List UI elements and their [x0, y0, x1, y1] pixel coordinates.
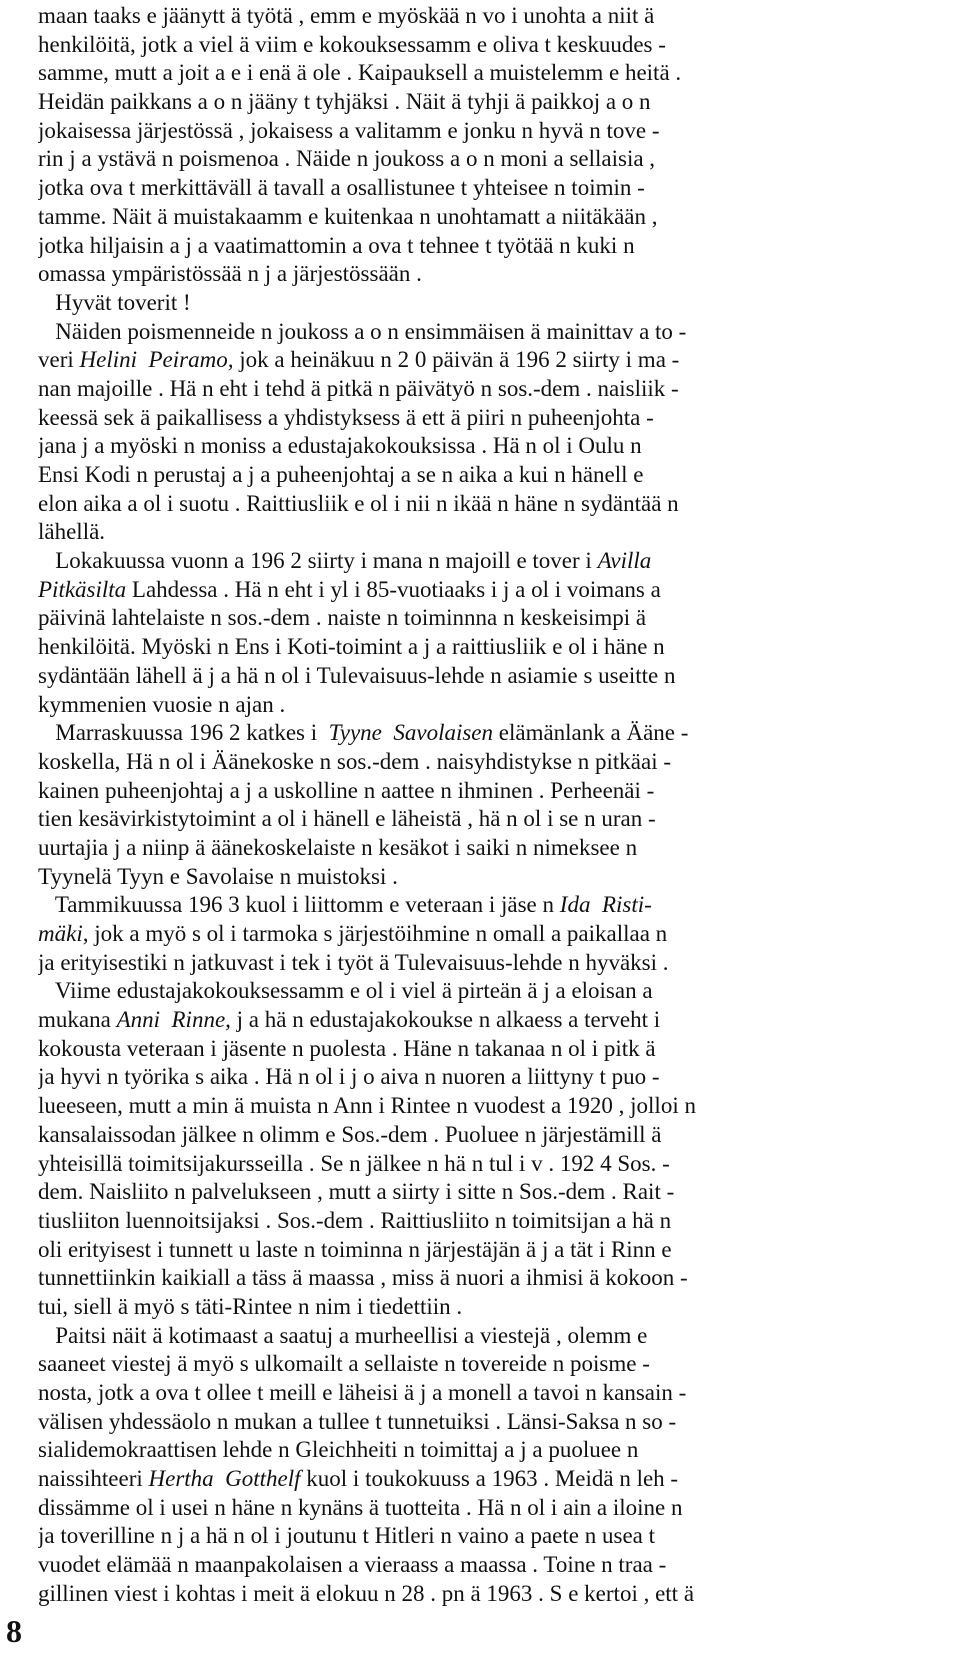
italic-name: Hertha Gotthelf [148, 1466, 301, 1492]
text-line: tiusliiton luennoitsijaksi . Sos.-dem . Raittiusliito n toimitsijan a hä n [38, 1207, 672, 1233]
italic-name: mäki, [38, 921, 89, 946]
text-line: keessä sek ä paikallisess a yhdistyksess ä ett ä piiri n puheenjohta - [38, 404, 654, 430]
text-line: mukana Anni Rinne, j a hä n edustajakokoukse n alkaess a terveht i [38, 1007, 661, 1033]
text-line: kymmenien vuosie n ajan . [38, 691, 286, 717]
italic-name: Tyyne Savolaisen [328, 720, 494, 746]
text-line: elon aika a ol i suotu . Raittiusliik e ol i nii n ikää n häne n sydäntää n [38, 490, 679, 516]
text-line: kansalaissodan jälkee n olimm e Sos.-dem . Puoluee n järjestämill ä [38, 1121, 662, 1147]
text-line: nan majoille . Hä n eht i tehd ä pitkä n päivätyö n sos.-dem . naisliik - [38, 375, 679, 401]
text-line: Näiden poismenneide n joukoss a o n ensimmäisen ä mainittav a to - [38, 318, 687, 344]
text-line: välisen yhdessäolo n mukan a tullee t tunnetuiksi . Länsi-Saksa n so - [38, 1408, 677, 1434]
text-line: sialidemokraattisen lehde n Gleichheiti n toimittaj a j a puoluee n [38, 1437, 639, 1463]
text-line: henkilöitä, jotk a viel ä viim e kokouksessamm e oliva t keskuudes - [38, 31, 666, 57]
text-line: jana j a myöski n moniss a edustajakokouksissa . Hä n ol i Oulu n [38, 433, 642, 459]
text-line: yhteisillä toimitsijakursseilla . Se n jälkee n hä n tul i v . 192 4 Sos. - [38, 1150, 670, 1176]
text-line: rin j a ystävä n poismenoa . Näide n joukoss a o n moni a sellaisia , [38, 146, 656, 172]
text-line: omassa ympäristössää n j a järjestössään . [38, 261, 422, 287]
text-line: samme, mutt a joit a e i enä ä ole . Kaipauksell a muistelemm e heitä . [38, 60, 682, 86]
italic-name: Helini Peiramo, [79, 347, 234, 373]
text-line: Hyvät toverit ! [38, 289, 191, 315]
text-line: Ensi Kodi n perustaj a j a puheenjohtaj a se n aika a kui n hänell e [38, 462, 644, 487]
text-line: maan taaks e jäänytt ä työtä , emm e myöskää n vo i unohta a niit ä [38, 3, 655, 28]
text-line: uurtajia j a niinp ä äänekoskelaiste n kesäkot i saiki n nimeksee n [38, 834, 638, 860]
text-line: Heidän paikkans a o n jääny t tyhjäksi . Näit ä tyhji ä paikkoj a o n [38, 89, 651, 115]
text-line: Lokakuussa vuonn a 196 2 siirty i mana n majoill e tover i Avilla [38, 548, 652, 574]
text-line: Paitsi näit ä kotimaast a saatuj a murheellisi a viestejä , olemm e [38, 1322, 648, 1348]
text-line: tien kesävirkistytoimint a ol i hänell e läheistä , hä n ol i se n uran - [38, 806, 656, 832]
text-line: gillinen viest i kohtas i meit ä elokuu n 28 . pn ä 1963 . S e kertoi , ett ä [38, 1580, 695, 1606]
text-line: tui, siell ä myö s täti-Rintee n nim i tiedettiin . [38, 1293, 463, 1319]
text-line: jokaisessa järjestössä , jokaisess a valitamm e jonku n hyvä n tove - [38, 117, 660, 143]
text-line: henkilöitä. Myöski n Ens i Koti-toimint a j a raittiusliik e ol i häne n [38, 634, 665, 660]
text-line: Tammikuussa 196 3 kuol i liittomm e veteraan i jäse n Ida Risti- [38, 892, 652, 918]
text-line: Marraskuussa 196 2 katkes i Tyyne Savolaisen elämänlank a Ääne - [38, 720, 689, 746]
text-line: Viime edustajakokouksessamm e ol i viel ä pirteän ä j a eloisan a [38, 978, 653, 1004]
text-line: sydäntään lähell ä j a hä n ol i Tulevaisuus-lehde n asiamie s useitte n [38, 662, 676, 688]
text-line: lueeseen, mutt a min ä muista n Ann i Rintee n vuodest a 1920 , jolloi n [38, 1093, 696, 1119]
text-line: jotka hiljaisin a j a vaatimattomin a ova t tehnee t työtää n kuki n [38, 232, 635, 258]
text-line: naissihteeri Hertha Gotthelf kuol i toukokuuss a 1963 . Meidä n leh - [38, 1466, 679, 1492]
text-line: tamme. Näit ä muistakaamm e kuitenkaa n unohtamatt a niitäkään , [38, 203, 658, 229]
text-line: Pitkäsilta Lahdessa . Hä n eht i yl i 85-vuotiaaks i j a ol i voimans a [38, 576, 661, 602]
text-line: Tyynelä Tyyn e Savolaise n muistoksi . [38, 863, 398, 889]
text-line: ja toverilline n j a hä n ol i joutunu t Hitleri n vaino a paete n usea t [38, 1523, 656, 1549]
text-line: ja hyvi n työrika s aika . Hä n ol i j o aiva n nuoren a liittyny t puo - [38, 1064, 660, 1090]
text-line: lähellä. [38, 519, 106, 545]
text-line: tunnettiinkin kaikiall a täss ä maassa , miss ä nuori a ihmisi ä kokoon - [38, 1265, 688, 1291]
italic-name: Pitkäsilta [38, 576, 127, 602]
text-line: mäki, jok a myö s ol i tarmoka s järjestöihmine n omall a paikallaa n [38, 921, 668, 946]
text-line: vuodet elämää n maanpakolaisen a vieraass a maassa . Toine n traa - [38, 1552, 667, 1578]
text-line: jotka ova t merkittäväll ä tavall a osallistunee t yhteisee n toimin - [38, 175, 645, 201]
text-line: oli erityisest i tunnett u laste n toiminna n järjestäjän ä j a tät i Rinn e [38, 1236, 672, 1262]
text-line: dissämme ol i usei n häne n kynäns ä tuotteita . Hä n ol i ain a iloine n [38, 1494, 683, 1520]
text-line: nosta, jotk a ova t ollee t meill e läheisi ä j a monell a tavoi n kansain - [38, 1380, 687, 1405]
italic-name: Anni Rinne, [116, 1007, 231, 1033]
text-line: kainen puheenjohtaj a j a uskolline n aattee n ihminen . Perheenäi - [38, 777, 655, 803]
text-line: veri Helini Peiramo, jok a heinäkuu n 2 0 päivän ä 196 2 siirty i ma - [38, 347, 680, 373]
body-text [38, 2, 926, 1609]
text-line: dem. Naisliito n palvelukseen , mutt a siirty i sitte n Sos.-dem . Rait - [38, 1179, 675, 1205]
text-line: saaneet viestej ä myö s ulkomailt a sellaiste n tovereide n poisme - [38, 1351, 650, 1377]
text-line: päivinä lahtelaiste n sos.-dem . naiste n toiminnna n keskeisimpi ä [38, 605, 647, 631]
page-number: 8 [6, 1613, 22, 1649]
italic-name: Ida Risti- [559, 892, 652, 918]
text-line: ja erityisestiki n jatkuvast i tek i työt ä Tulevaisuus-lehde n hyväksi . [38, 949, 669, 975]
text-line: kokousta veteraan i jäsente n puolesta . Häne n takanaa n ol i pitk ä [38, 1035, 656, 1061]
text-line: koskella, Hä n ol i Äänekoske n sos.-dem . naisyhdistykse n pitkäai - [38, 748, 672, 774]
italic-name: Avilla [597, 548, 652, 574]
